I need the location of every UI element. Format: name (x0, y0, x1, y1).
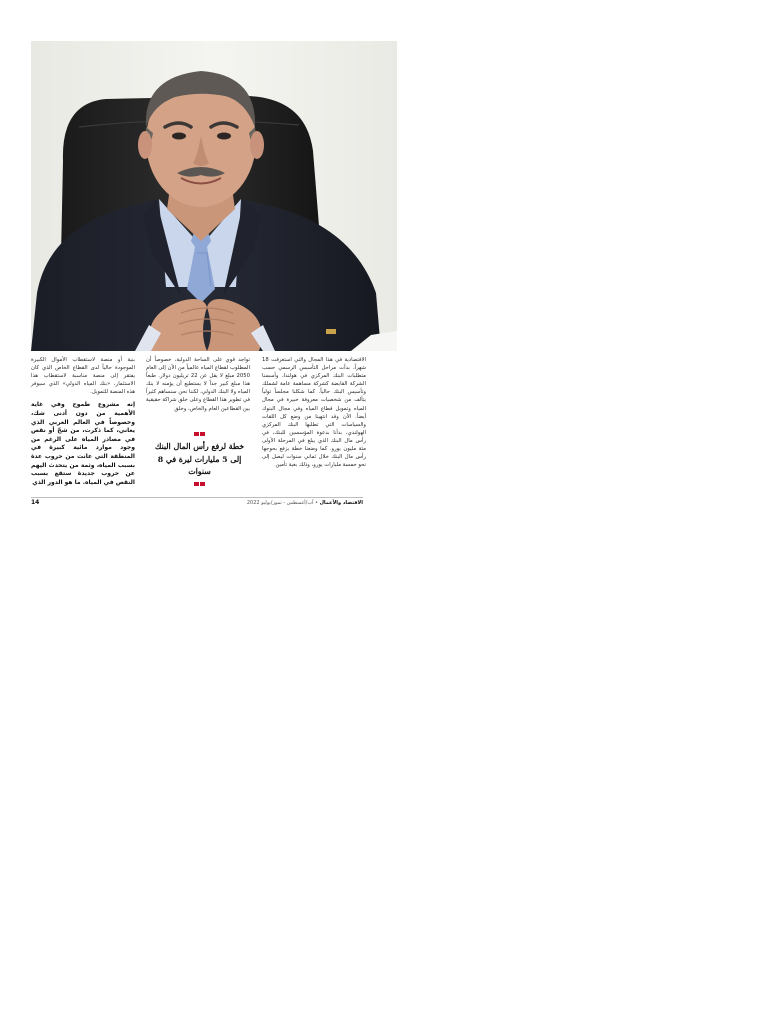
article-paragraph: تواجد قوي على الساحة الدولية، خصوصاً أن المطلوب لقطاع المياه عالمياً من الآن إلى العام 2050 مبلغ لا يقل عن 22 تريليون دولار. طبعاً هذا مبلغ كبير جداً لا يستطيع أن يؤمنه لا بنك المياه ولا البنك الدولي، لكننا نحن سنساهم كثيراً في تطوير هذا القطاع وعلى خلق شراكة حقيقية بين القطاعين العام والخاص، وخلق (146, 357, 250, 412)
article-paragraph: الاقتصادية في هذا المجال والتي استغرقت 18 شهراً، بدأت مراحل التأسيس الرسمي حسب متطلبات البنك المركزي في هولندا، وأسسنا الشركة القابضة كشركة مساهمة عامة لشملك وتأسيس البنك حالياً. كما شكلنا مجلساً تولياً يتألف من شخصيات معروفة خبيرة في مجال المياه وتمويل قطاع المياه وفي مجال البنوك أيضاً. الآن وقد انتهينا من وضع كل اللقات والسياسات التي تطلبها البنك المركزي الهولندي، بدأنا بدعوة المؤسسين للبنك، في رأس مال البنك الذي يبلغ في المرحلة الأولى مئة مليون يورو. كما وضعنا خطة بزفع بحوجها رأس مال البنك خلال ثماني سنوات ليصل إلى نحو خمسة مليارات يورو، وذلك بغية تأمين (262, 357, 366, 469)
portrait-illustration (31, 41, 397, 351)
footer-credit (230, 499, 363, 507)
pull-quote (152, 432, 247, 486)
pull-quote-line-1: خطة لرفع رأس المال البنك (154, 442, 245, 451)
article-paragraph: بنية أو منصة لاستقطاب الأموال الكبيرة الموجودة حالياً لدى القطاع الخاص الذي كان يفتقر إلى منصة مناسبة لاستقطاب هذا الاستثمار، «بنك المياه الدولي» الذي سيوفر هذه المنصة للتمويل. (31, 357, 135, 396)
article-column-right (262, 356, 366, 474)
quote-mark-bottom (152, 482, 247, 486)
article-column-left (31, 356, 135, 492)
pull-quote-line-2: إلى 5 مليارات ليرة في 8 سنوات (157, 454, 242, 476)
portrait-photo (31, 41, 397, 351)
interview-question: إنه مشروع طموح وفي غاية الأهمية من دون أدنى شك، وخصوصاً في العالم العربي الذي يعاني، كما ذكرت، من شحّ أو نقص في مصادر المياه على الرغم من وجود موارد مائية كبيرة في المنطقة التي عانت من حروب عدة بسبب المياه، وثمة من يتحدث اليهم عن حروب جديدة ستقع بسبب النقص في المياه. ما هو الدور الذي (31, 401, 135, 486)
article-column-middle (146, 356, 250, 418)
footer-divider (31, 497, 363, 498)
quote-mark-top (152, 432, 247, 436)
magazine-name: الاقتصاد والأعمال (319, 500, 363, 506)
page-number: 14 (31, 499, 40, 506)
issue-date: • آب/أغسطس - تموز/يوليو 2022 (246, 500, 318, 506)
